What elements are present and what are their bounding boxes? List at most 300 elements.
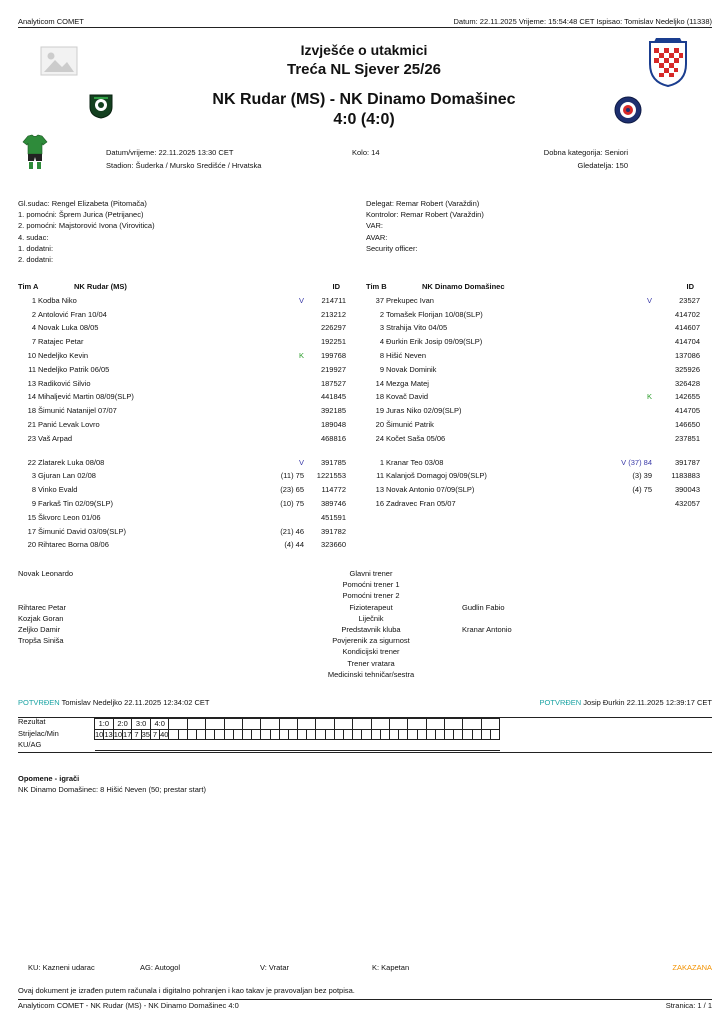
team-b-label: Tim B xyxy=(366,282,387,291)
player-row xyxy=(366,483,706,497)
player-id: 391782 xyxy=(320,526,346,536)
footer-left: Analyticom COMET - NK Rudar (MS) - NK Dinamo Domašinec 4:0 xyxy=(18,1001,239,1010)
player-number: 9 xyxy=(379,364,384,374)
player-row xyxy=(18,377,348,391)
player-row xyxy=(366,390,706,404)
result-kuag-cell xyxy=(472,740,481,751)
player-name: Rihtarec Borna 08/06 xyxy=(38,540,109,550)
player-number: 14 xyxy=(375,378,384,388)
official-fourth: 4. sudac: xyxy=(18,232,49,242)
player-row xyxy=(366,469,706,483)
result-scorer-cell xyxy=(353,729,362,740)
player-number: 11 xyxy=(28,364,36,374)
result-kuag-cell xyxy=(132,740,141,751)
result-kuag-cell xyxy=(454,740,463,751)
result-kuag-cell xyxy=(426,740,435,751)
player-number: 8 xyxy=(379,350,384,360)
result-kuag-cell xyxy=(150,740,159,751)
player-row xyxy=(366,404,706,418)
player-id: 219927 xyxy=(320,364,346,374)
results-grid xyxy=(94,718,500,751)
staff-role: Trener vratara xyxy=(347,658,395,668)
result-score-cell: 4:0 xyxy=(150,719,169,730)
footer-divider xyxy=(18,999,712,1000)
team-a-section xyxy=(18,280,348,552)
player-number: 11 xyxy=(376,471,384,481)
player-number: 1 xyxy=(31,295,36,305)
staff-role: Fizioterapeut xyxy=(349,602,393,612)
result-scorer-cell xyxy=(472,729,481,740)
result-score-cell xyxy=(481,719,499,730)
header-print-info: Datum: 22.11.2025 Vrijeme: 15:54:48 CET Ispisao: Tomislav Nedeljko (11338) xyxy=(453,17,712,26)
team-b-name: NK Dinamo Domašinec xyxy=(422,282,505,291)
player-row xyxy=(18,335,348,349)
result-score-cell xyxy=(242,719,260,730)
staff-row xyxy=(18,635,708,646)
result-scorer-cell: 17 xyxy=(123,729,132,739)
player-number: 21 xyxy=(27,419,36,429)
result-scorer-cell xyxy=(187,729,196,740)
player-name: Mezga Matej xyxy=(386,378,429,388)
result-kuag-cell xyxy=(362,740,371,751)
staff-row xyxy=(18,624,708,635)
player-name: Zadravec Fran 05/07 xyxy=(386,498,456,508)
league-title: Treća NL Sjever 25/26 xyxy=(287,61,441,78)
officials-left xyxy=(18,198,348,265)
cautions-text: NK Dinamo Domašinec: 8 Hišić Neven (50; prestar start) xyxy=(18,785,206,794)
result-scorer-cell xyxy=(215,729,224,740)
staff-row xyxy=(18,658,708,669)
player-row xyxy=(18,456,348,470)
staff-row xyxy=(18,590,708,601)
staff-team-a: Tropša Siniša xyxy=(18,636,64,646)
result-kuag-cell xyxy=(252,740,261,751)
result-kuag-cell xyxy=(224,740,233,751)
result-scorer-cell xyxy=(279,729,288,740)
player-number: 13 xyxy=(375,485,384,495)
staff-role: Pomoćni trener 1 xyxy=(342,580,400,590)
result-kuag-cell xyxy=(389,740,398,751)
player-row xyxy=(18,525,348,539)
player-id: 441845 xyxy=(320,392,346,402)
player-number: 37 xyxy=(375,295,384,305)
result-scorer-cell xyxy=(242,729,251,740)
result-score-cell xyxy=(463,719,481,730)
player-id: 214711 xyxy=(321,295,346,305)
player-row xyxy=(366,308,706,322)
player-name: Ratajec Petar xyxy=(38,337,84,347)
header-app-name: Analyticom COMET xyxy=(18,17,84,26)
result-scorer-cell xyxy=(298,729,307,740)
player-number: 10 xyxy=(27,350,36,360)
result-score-cell xyxy=(426,719,444,730)
result-scorer-cell xyxy=(362,729,371,740)
match-score: 4:0 (4:0) xyxy=(333,111,395,128)
player-id: 391787 xyxy=(674,457,700,467)
player-name: Radiković Silvio xyxy=(38,378,91,388)
result-kuag-cell xyxy=(491,740,500,751)
player-row xyxy=(366,321,706,335)
player-id: 187527 xyxy=(320,378,346,388)
player-name: Juras Niko 02/09(SLP) xyxy=(386,406,462,416)
result-kuag-cell xyxy=(307,740,316,751)
player-id: 414702 xyxy=(674,309,700,319)
result-score-cell xyxy=(298,719,316,730)
player-id: 114772 xyxy=(321,485,346,495)
team-a-label: Tim A xyxy=(18,282,39,291)
player-number: 24 xyxy=(375,433,384,443)
player-number: 2 xyxy=(379,309,384,319)
team-a-id-header: ID xyxy=(332,282,340,291)
player-id: 1221553 xyxy=(316,471,346,481)
player-row xyxy=(18,294,348,308)
result-score-cell: 2:0 xyxy=(113,719,132,730)
staff-role: Glavni trener xyxy=(349,569,393,578)
staff-row xyxy=(18,646,708,657)
footer-note: Ovaj dokument je izrađen putem računala i digitalno pohranjen i kao takav je pravovaljan bez potpisa. xyxy=(18,986,355,995)
result-kuag-cell xyxy=(445,740,454,751)
player-name: Vinko Evald xyxy=(38,485,78,495)
result-kuag-cell xyxy=(233,740,242,751)
staff-role: Predstavnik kluba xyxy=(341,624,401,634)
team-b-substitutes xyxy=(366,456,706,511)
results-label-scorer: Strijelac/Min xyxy=(18,728,59,738)
result-scorer-cell xyxy=(426,729,435,740)
page-header xyxy=(18,14,712,28)
result-kuag-cell xyxy=(187,740,196,751)
official-assistant-1: 1. pomoćni: Šprem Jurica (Petrijanec) xyxy=(18,210,144,220)
legend-k: K: Kapetan xyxy=(372,963,410,972)
results-label-score: Rezultat xyxy=(18,717,46,726)
player-id: 414705 xyxy=(674,406,700,416)
footer-page: Stranica: 1 / 1 xyxy=(665,1001,712,1010)
result-scorer-cell xyxy=(325,729,334,740)
official-assistant-2: 2. pomoćni: Majstorović Ivona (Virovitica) xyxy=(18,221,155,231)
results-row xyxy=(95,740,500,751)
player-substitution: V (37) 84 xyxy=(621,457,652,467)
team-a-header xyxy=(18,280,348,294)
spectators: Gledatelja: 150 xyxy=(577,161,628,170)
player-number: 2 xyxy=(31,309,36,319)
result-kuag-cell xyxy=(113,740,122,751)
player-name: Škvorc Leon 01/06 xyxy=(38,512,101,522)
player-row xyxy=(366,335,706,349)
result-kuag-cell xyxy=(353,740,362,751)
team-b-header xyxy=(366,280,706,294)
player-row xyxy=(366,497,706,511)
result-scorer-cell xyxy=(491,729,500,740)
result-score-cell xyxy=(224,719,242,730)
result-score-cell xyxy=(408,719,426,730)
result-kuag-cell xyxy=(288,740,297,751)
player-id: 389746 xyxy=(320,498,346,508)
player-row xyxy=(18,363,348,377)
player-mark: V xyxy=(298,295,304,305)
player-name: Šimunić Natanijel 07/07 xyxy=(38,406,117,416)
result-scorer-cell xyxy=(380,729,389,740)
result-score-cell xyxy=(169,719,187,730)
result-scorer-cell xyxy=(316,729,325,740)
official-main-referee: Gl.sudac: Rengel Elizabeta (Pitomača) xyxy=(18,199,147,208)
player-number: 18 xyxy=(27,406,36,416)
player-name: Antolović Fran 10/04 xyxy=(38,309,107,319)
result-scorer-cell xyxy=(454,729,463,740)
result-scorer-cell xyxy=(206,729,215,740)
team-a-substitutes xyxy=(18,456,348,553)
player-row xyxy=(18,483,348,497)
official-security: Security officer: xyxy=(366,243,418,253)
player-id: 199768 xyxy=(320,350,346,360)
player-number: 18 xyxy=(375,392,384,402)
team-jersey-icon xyxy=(22,134,48,170)
player-name: Zlatarek Luka 08/08 xyxy=(38,457,105,467)
result-kuag-cell xyxy=(215,740,224,751)
staff-team-a: Zeljko Damir xyxy=(18,624,61,634)
official-additional-2: 2. dodatni: xyxy=(18,255,54,265)
player-id: 468816 xyxy=(320,433,346,443)
player-number: 4 xyxy=(31,323,36,333)
result-kuag-cell xyxy=(408,740,417,751)
staff-row xyxy=(18,613,708,624)
result-scorer-cell xyxy=(435,729,444,740)
player-row xyxy=(18,404,348,418)
result-scorer-cell xyxy=(417,729,426,740)
result-scorer-cell xyxy=(178,729,187,740)
result-scorer-cell xyxy=(288,729,297,740)
result-scorer-cell xyxy=(197,729,206,740)
player-substitution: (21) 46 xyxy=(280,526,304,536)
result-scorer-cell xyxy=(334,729,343,740)
player-name: Nedeljko Patrik 06/05 xyxy=(38,364,110,374)
player-row xyxy=(366,418,706,432)
player-name: Strahija Vito 04/05 xyxy=(386,323,448,333)
player-substitution: V xyxy=(298,457,304,467)
player-substitution: (10) 75 xyxy=(280,498,304,508)
player-substitution: (4) 44 xyxy=(284,540,304,550)
player-id: 23527 xyxy=(679,295,700,305)
player-name: Mihaljević Martin 08/09(SLP) xyxy=(38,392,134,402)
result-score-cell xyxy=(389,719,407,730)
staff-team-a: Novak Leonardo xyxy=(18,569,74,578)
player-mark: K xyxy=(646,392,652,402)
report-title: Izvješće o utakmici xyxy=(300,42,428,58)
team-a-name: NK Rudar (MS) xyxy=(74,282,127,291)
player-name: Vaš Arpad xyxy=(38,433,73,443)
official-controller: Kontrolor: Remar Robert (Varaždin) xyxy=(366,210,484,220)
result-kuag-cell xyxy=(298,740,307,751)
staff-row xyxy=(18,602,708,613)
result-kuag-cell xyxy=(206,740,215,751)
result-scorer-cell: 10 xyxy=(113,729,123,739)
player-name: Šimunić Patrik xyxy=(386,419,434,429)
result-score-cell xyxy=(353,719,371,730)
player-name: Nedeljko Kevin xyxy=(38,350,89,360)
match-title: NK Rudar (MS) - NK Dinamo Domašinec xyxy=(212,91,516,108)
player-id: 392185 xyxy=(320,406,346,416)
player-name: Gjuran Lan 02/08 xyxy=(38,471,96,481)
player-substitution: (4) 75 xyxy=(632,485,652,495)
player-number: 20 xyxy=(375,419,384,429)
player-number: 19 xyxy=(375,406,384,416)
result-kuag-cell xyxy=(160,740,169,751)
confirm-b-label: POTVRĐEN xyxy=(539,698,582,707)
result-kuag-cell xyxy=(334,740,343,751)
player-id: 390043 xyxy=(674,485,700,495)
staff-team-a: Rihtarec Petar xyxy=(18,602,66,612)
team-b-starters xyxy=(366,294,706,446)
result-kuag-cell xyxy=(371,740,380,751)
player-name: Tomašek Florijan 10/08(SLP) xyxy=(386,309,483,319)
result-scorer-cell xyxy=(389,729,398,740)
player-number: 4 xyxy=(379,337,384,347)
staff-row xyxy=(18,568,708,579)
player-id: 237851 xyxy=(674,433,700,443)
player-id: 189048 xyxy=(320,419,346,429)
player-row xyxy=(366,377,706,391)
staff-role: Pomoćni trener 2 xyxy=(342,591,400,601)
cautions-title: Opomene - igrači xyxy=(18,774,80,783)
match-stadium: Stadion: Šuderka / Mursko Središće / Hrvatska xyxy=(106,161,262,170)
result-scorer-cell: 7 xyxy=(150,729,159,740)
result-scorer-cell xyxy=(408,729,417,740)
result-kuag-cell xyxy=(270,740,279,751)
player-id: 325926 xyxy=(674,364,700,374)
player-row xyxy=(366,363,706,377)
result-kuag-cell xyxy=(242,740,251,751)
result-scorer-cell xyxy=(270,729,279,740)
player-substitution: (23) 65 xyxy=(280,485,304,495)
player-name: Šimunić David 03/09(SLP) xyxy=(38,526,126,536)
player-mark: V xyxy=(646,295,652,305)
player-id: 192251 xyxy=(320,337,346,347)
player-name: Kodba Niko xyxy=(38,295,77,305)
staff-row xyxy=(18,669,708,680)
player-number: 14 xyxy=(27,392,36,402)
player-number: 3 xyxy=(31,471,36,481)
result-kuag-cell xyxy=(104,740,113,751)
result-scorer-cell xyxy=(261,729,270,740)
staff-role: Povjerenik za sigurnost xyxy=(332,636,410,646)
result-score-cell xyxy=(334,719,352,730)
player-row xyxy=(18,469,348,483)
player-name: Prekupec Ivan xyxy=(386,295,434,305)
result-kuag-cell xyxy=(481,740,490,751)
team-b-id-header: ID xyxy=(686,282,694,291)
team-b-section xyxy=(366,280,706,511)
result-score-cell: 1:0 xyxy=(95,719,114,730)
player-number: 23 xyxy=(27,433,36,443)
player-row xyxy=(18,390,348,404)
player-mark: K xyxy=(298,350,304,360)
player-row xyxy=(18,308,348,322)
player-number: 13 xyxy=(27,378,36,388)
team-a-starters xyxy=(18,294,348,446)
result-kuag-cell xyxy=(178,740,187,751)
player-id: 226297 xyxy=(320,323,346,333)
player-number: 16 xyxy=(375,498,384,508)
result-score-cell xyxy=(187,719,205,730)
result-scorer-cell xyxy=(481,729,490,740)
staff-role: Medicinski tehničar/sestra xyxy=(327,669,415,679)
player-name: Hišić Neven xyxy=(386,350,427,360)
result-kuag-cell xyxy=(435,740,444,751)
result-scorer-cell: 35 xyxy=(141,729,150,739)
player-id: 142655 xyxy=(674,392,700,402)
result-scorer-cell xyxy=(252,729,261,740)
player-row xyxy=(366,456,706,470)
player-number: 20 xyxy=(27,540,36,550)
result-kuag-cell xyxy=(261,740,270,751)
results-row xyxy=(95,729,500,740)
player-id: 451591 xyxy=(320,512,346,522)
result-kuag-cell xyxy=(197,740,206,751)
player-row xyxy=(18,418,348,432)
result-scorer-cell xyxy=(399,729,408,740)
player-id: 326428 xyxy=(674,378,700,388)
player-name: Kalanjoš Domagoj 09/09(SLP) xyxy=(386,471,487,481)
result-scorer-cell: 40 xyxy=(160,729,169,739)
player-name: Panić Levak Lovro xyxy=(38,419,100,429)
legend-ku: KU: Kazneni udarac xyxy=(28,963,95,972)
result-kuag-cell xyxy=(399,740,408,751)
result-scorer-cell xyxy=(307,729,316,740)
confirm-team-a xyxy=(18,698,210,707)
result-kuag-cell xyxy=(169,740,178,751)
officials-right xyxy=(366,198,706,254)
player-name: Kovač David xyxy=(386,392,429,402)
staff-team-b: Kranar Antonio xyxy=(462,624,512,634)
result-score-cell xyxy=(445,719,463,730)
player-row xyxy=(18,321,348,335)
player-number: 3 xyxy=(379,323,384,333)
match-datetime: Datum/vrijeme: 22.11.2025 13:30 CET xyxy=(106,148,234,157)
confirm-a-text: Tomislav Nedeljko 22.11.2025 12:34:02 CET xyxy=(61,698,210,707)
player-number: 22 xyxy=(27,457,36,467)
official-delegate: Delegat: Remar Robert (Varaždin) xyxy=(366,199,480,208)
staff-role: Liječnik xyxy=(358,613,384,623)
player-row xyxy=(18,511,348,525)
result-kuag-cell xyxy=(316,740,325,751)
player-id: 391785 xyxy=(320,457,346,467)
result-scorer-cell: 7 xyxy=(132,729,141,740)
player-id: 414607 xyxy=(674,323,700,333)
player-id: 137086 xyxy=(674,350,700,360)
player-id: 146650 xyxy=(674,419,700,429)
staff-section xyxy=(18,568,708,680)
player-name: Novak Luka 08/05 xyxy=(38,323,99,333)
result-kuag-cell xyxy=(417,740,426,751)
player-id: 1183883 xyxy=(671,471,700,481)
player-number: 7 xyxy=(31,337,36,347)
official-additional-1: 1. dodatni: xyxy=(18,243,54,253)
player-row xyxy=(366,294,706,308)
player-id: 432057 xyxy=(674,498,700,508)
staff-row xyxy=(18,579,708,590)
staff-team-a: Kozjak Goran xyxy=(18,613,64,623)
player-id: 323660 xyxy=(320,540,346,550)
confirm-a-label: POTVRĐEN xyxy=(18,698,60,707)
result-score-cell xyxy=(279,719,297,730)
result-kuag-cell xyxy=(325,740,334,751)
result-kuag-cell xyxy=(344,740,353,751)
player-substitution: (3) 39 xyxy=(632,471,652,481)
player-name: Kočet Saša 05/06 xyxy=(386,433,446,443)
player-number: 17 xyxy=(27,526,36,536)
player-number: 15 xyxy=(27,512,36,522)
result-scorer-cell xyxy=(445,729,454,740)
age-category: Dobna kategorija: Seniori xyxy=(543,148,628,157)
result-scorer-cell xyxy=(169,729,178,740)
